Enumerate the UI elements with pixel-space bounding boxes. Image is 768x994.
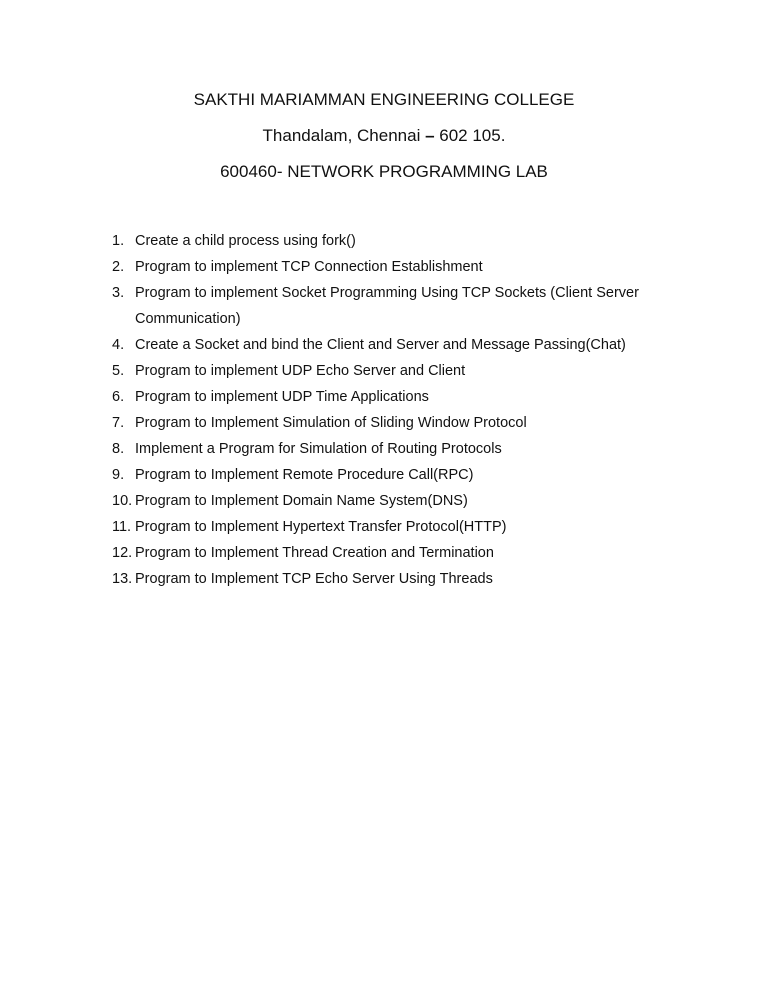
item-number: 12.	[112, 545, 133, 561]
item-text: Program to implement UDP Echo Server and Client	[135, 363, 466, 379]
item-number: 6.	[112, 389, 125, 405]
item-number: 13.	[112, 571, 133, 587]
program-item-2	[112, 254, 732, 280]
item-number: 4.	[112, 337, 125, 353]
lab-title: 600460- NETWORK PROGRAMMING LAB	[220, 162, 548, 181]
address-dash: –	[425, 126, 435, 145]
item-number: 2.	[112, 259, 125, 275]
item-text: Create a child process using fork()	[135, 233, 356, 249]
item-text: Implement a Program for Simulation of Routing Protocols	[135, 441, 502, 457]
item-text: Program to Implement TCP Echo Server Using Threads	[135, 571, 493, 587]
item-number: 7.	[112, 415, 125, 431]
item-text: Program to Implement Simulation of Sliding Window Protocol	[135, 415, 527, 431]
item-text: Program to implement TCP Connection Establishment	[135, 259, 483, 275]
item-text: Program to implement UDP Time Applications	[135, 389, 429, 405]
program-item-8	[112, 436, 732, 462]
program-item-5	[112, 358, 732, 384]
program-item-11	[112, 514, 732, 540]
program-item-12	[112, 540, 732, 566]
item-number: 8.	[112, 441, 125, 457]
item-number: 3.	[112, 285, 125, 301]
program-item-1	[112, 228, 732, 254]
item-number: 11.	[112, 519, 132, 535]
item-text: Program to implement Socket Programming Using TCP Sockets (Client Server Communication)	[135, 285, 639, 327]
college-address	[0, 126, 768, 146]
item-number: 1.	[112, 233, 125, 249]
item-text: Create a Socket and bind the Client and Server and Message Passing(Chat)	[135, 337, 626, 353]
item-number: 9.	[112, 467, 125, 483]
item-text: Program to Implement Domain Name System(DNS)	[135, 493, 468, 509]
program-item-9	[112, 462, 732, 488]
item-text: Program to Implement Hypertext Transfer Protocol(HTTP)	[135, 519, 507, 535]
program-list	[112, 228, 732, 592]
program-item-7	[112, 410, 732, 436]
address-city: Thandalam, Chennai	[262, 126, 426, 145]
program-item-6	[112, 384, 732, 410]
address-pincode: 602 105.	[434, 126, 506, 145]
program-item-3	[112, 280, 732, 332]
college-name: SAKTHI MARIAMMAN ENGINEERING COLLEGE	[193, 90, 575, 109]
program-item-10	[112, 488, 732, 514]
program-item-13	[112, 566, 732, 592]
item-text: Program to Implement Remote Procedure Call(RPC)	[135, 467, 474, 483]
item-number: 10.	[112, 493, 133, 509]
item-text: Program to Implement Thread Creation and Termination	[135, 545, 494, 561]
item-number: 5.	[112, 363, 125, 379]
program-item-4	[112, 332, 732, 358]
